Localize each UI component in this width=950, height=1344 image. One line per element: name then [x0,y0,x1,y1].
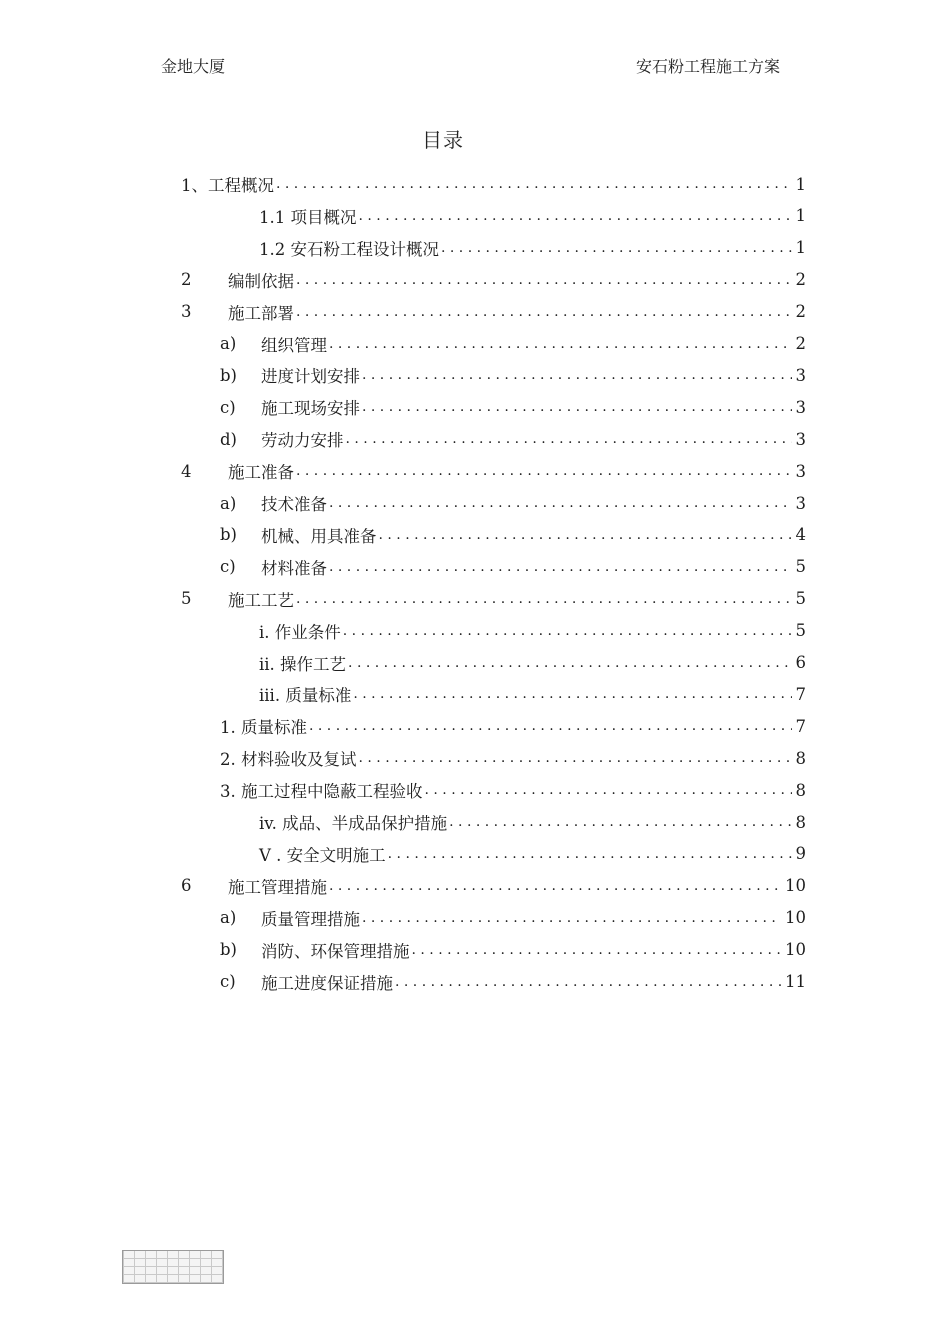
toc-entry-page: 3 [795,365,806,385]
toc-entry-page: 3 [795,461,806,481]
toc-entry[interactable] [181,264,806,296]
toc-entry-number: 1、 [181,176,208,195]
toc-leader-dots [412,934,782,966]
toc-entry-page: 5 [795,621,806,641]
toc-entry-label: 1.2 安石粉工程设计概况 [259,239,439,259]
toc-entry-page: 6 [795,653,806,672]
toc-entry-page: 11 [785,972,806,991]
toc-entry[interactable] [259,615,806,647]
toc-entry[interactable] [220,934,806,966]
toc-entry[interactable] [220,391,806,423]
header-left: 金地大厦 [161,57,226,76]
toc-entry-page: 2 [795,270,806,290]
toc-entry[interactable] [181,296,806,328]
toc-entry[interactable] [181,870,806,902]
toc-entry[interactable] [181,455,806,487]
toc-entry-number: c) [220,397,236,417]
toc-entry-page: 8 [795,780,806,800]
toc-entry-page: 4 [795,525,806,545]
toc-entry-number: 6 [181,876,192,896]
toc-entry-page: 10 [785,876,806,896]
toc-leader-dots [346,423,792,455]
toc-leader-dots [395,966,781,998]
stamp-mark [122,1250,224,1284]
toc-leader-dots [379,519,792,551]
toc-entry[interactable] [259,200,806,232]
toc-entry[interactable] [181,168,806,200]
toc-entry-label: 施工管理措施 [228,877,327,897]
toc-leader-dots [348,647,791,679]
toc-entry-label: 组织管理 [261,335,327,355]
toc-entry[interactable] [259,647,806,679]
toc-entry-page: 1 [795,206,806,226]
toc-entry-label: 3. 施工过程中隐蔽工程验收 [220,782,423,802]
toc-entry[interactable] [220,487,806,519]
toc-title: 目录 [422,128,464,152]
toc-entry[interactable] [181,583,806,615]
toc-entry-label: 技术准备 [261,495,327,514]
toc-entry-label: 编制依据 [228,271,294,291]
toc-leader-dots [329,487,792,519]
toc-leader-dots [425,774,792,806]
toc-entry-label: 1.1 项目概况 [259,207,357,227]
toc-entry-page: 3 [795,397,806,417]
toc-entry-page: 7 [795,716,806,736]
toc-entry-page: 10 [785,940,806,960]
toc-entry-number: b) [220,525,237,545]
toc-entry-label: iii. 质量标准 [259,686,352,706]
toc-entry-label: 施工现场安排 [261,399,360,419]
toc-entry[interactable] [220,328,806,360]
toc-leader-dots [296,264,792,296]
toc-entry[interactable] [220,519,806,551]
header-right: 安石粉工程施工方案 [635,57,780,76]
toc-leader-dots [362,391,792,423]
toc-entry-label: 机械、用具准备 [261,526,377,546]
toc-entry-number: a) [220,908,237,928]
toc-leader-dots [359,200,792,232]
toc-leader-dots [296,296,792,328]
toc-entry-label: 1. 质量标准 [220,718,307,738]
toc-entry[interactable] [220,966,806,998]
toc-entry-number: a) [220,334,237,353]
toc-entry-page: 3 [795,429,806,449]
toc-entry-page: 2 [795,334,806,353]
toc-entry-page: 1 [795,238,806,258]
toc-entry-label: 劳动力安排 [261,431,344,451]
toc-entry-page: 7 [795,684,806,704]
toc-entry-number: d) [220,429,237,449]
toc-entry-page: 8 [795,748,806,768]
toc-entry[interactable] [220,774,806,806]
toc-entry-label: V . 安全文明施工 [259,845,386,865]
toc-entry-label: 材料准备 [261,558,327,578]
toc-entry[interactable] [220,742,806,774]
toc-leader-dots [362,359,792,391]
toc-entry[interactable] [259,838,806,870]
toc-entry-page: 5 [795,589,806,609]
toc-leader-dots [441,232,792,264]
toc-entry-label: 进度计划安排 [261,367,360,387]
toc-leader-dots [309,710,792,742]
toc-entry-label: 消防、环保管理措施 [261,941,410,961]
toc-entry-page: 2 [795,302,806,322]
toc-entry-label: 施工进度保证措施 [261,973,393,993]
toc-entry-number: c) [220,972,236,991]
toc-entry-page: 10 [785,908,806,928]
toc-entry-number: 4 [181,461,192,481]
toc-entry[interactable] [259,232,806,264]
toc-entry-page: 9 [795,844,806,864]
toc-entry-label: 2. 材料验收及复试 [220,750,357,770]
toc-leader-dots [329,328,792,360]
toc-entry-label: iv. 成品、半成品保护措施 [259,814,448,833]
toc-entry-number: c) [220,557,236,577]
toc-entry-label: 质量管理措施 [261,909,360,929]
toc-leader-dots [329,870,781,902]
toc-leader-dots [343,615,792,647]
toc-entry[interactable] [220,359,806,391]
toc-leader-dots [388,838,792,870]
toc-entry[interactable] [220,710,806,742]
toc-leader-dots [276,168,792,200]
toc-entry-number: a) [220,493,237,513]
toc-leader-dots [362,902,781,934]
toc-entry-label: 工程概况 [208,176,274,195]
toc-leader-dots [449,806,791,838]
toc-entry-label: ii. 操作工艺 [259,654,347,674]
toc-leader-dots [353,678,791,710]
toc-entry-number: 5 [181,589,192,609]
toc-entry[interactable] [259,806,806,838]
toc-entry-label: 施工工艺 [228,590,294,610]
toc-leader-dots [359,742,792,774]
toc-entry-number: 3 [181,302,192,322]
toc-entry[interactable] [220,551,806,583]
toc-entry[interactable] [220,423,806,455]
toc-leader-dots [329,551,792,583]
toc-entry[interactable] [259,678,806,710]
toc-entry-page: 8 [795,812,806,832]
toc-heading [0,124,950,153]
toc-entry-page: 3 [795,493,806,513]
toc-entry-label: 施工部署 [228,303,294,323]
toc-entry-number: b) [220,940,237,960]
toc-entry-number: 2 [181,270,192,290]
toc-entry[interactable] [220,902,806,934]
toc-entry-label: 施工准备 [228,463,294,483]
toc-leader-dots [296,583,792,615]
toc-entry-page: 5 [795,557,806,577]
toc-entry-label: i. 作业条件 [259,622,341,642]
toc-leader-dots [296,455,792,487]
toc-entry-page: 1 [795,174,806,194]
toc-entry-number: b) [220,365,237,385]
